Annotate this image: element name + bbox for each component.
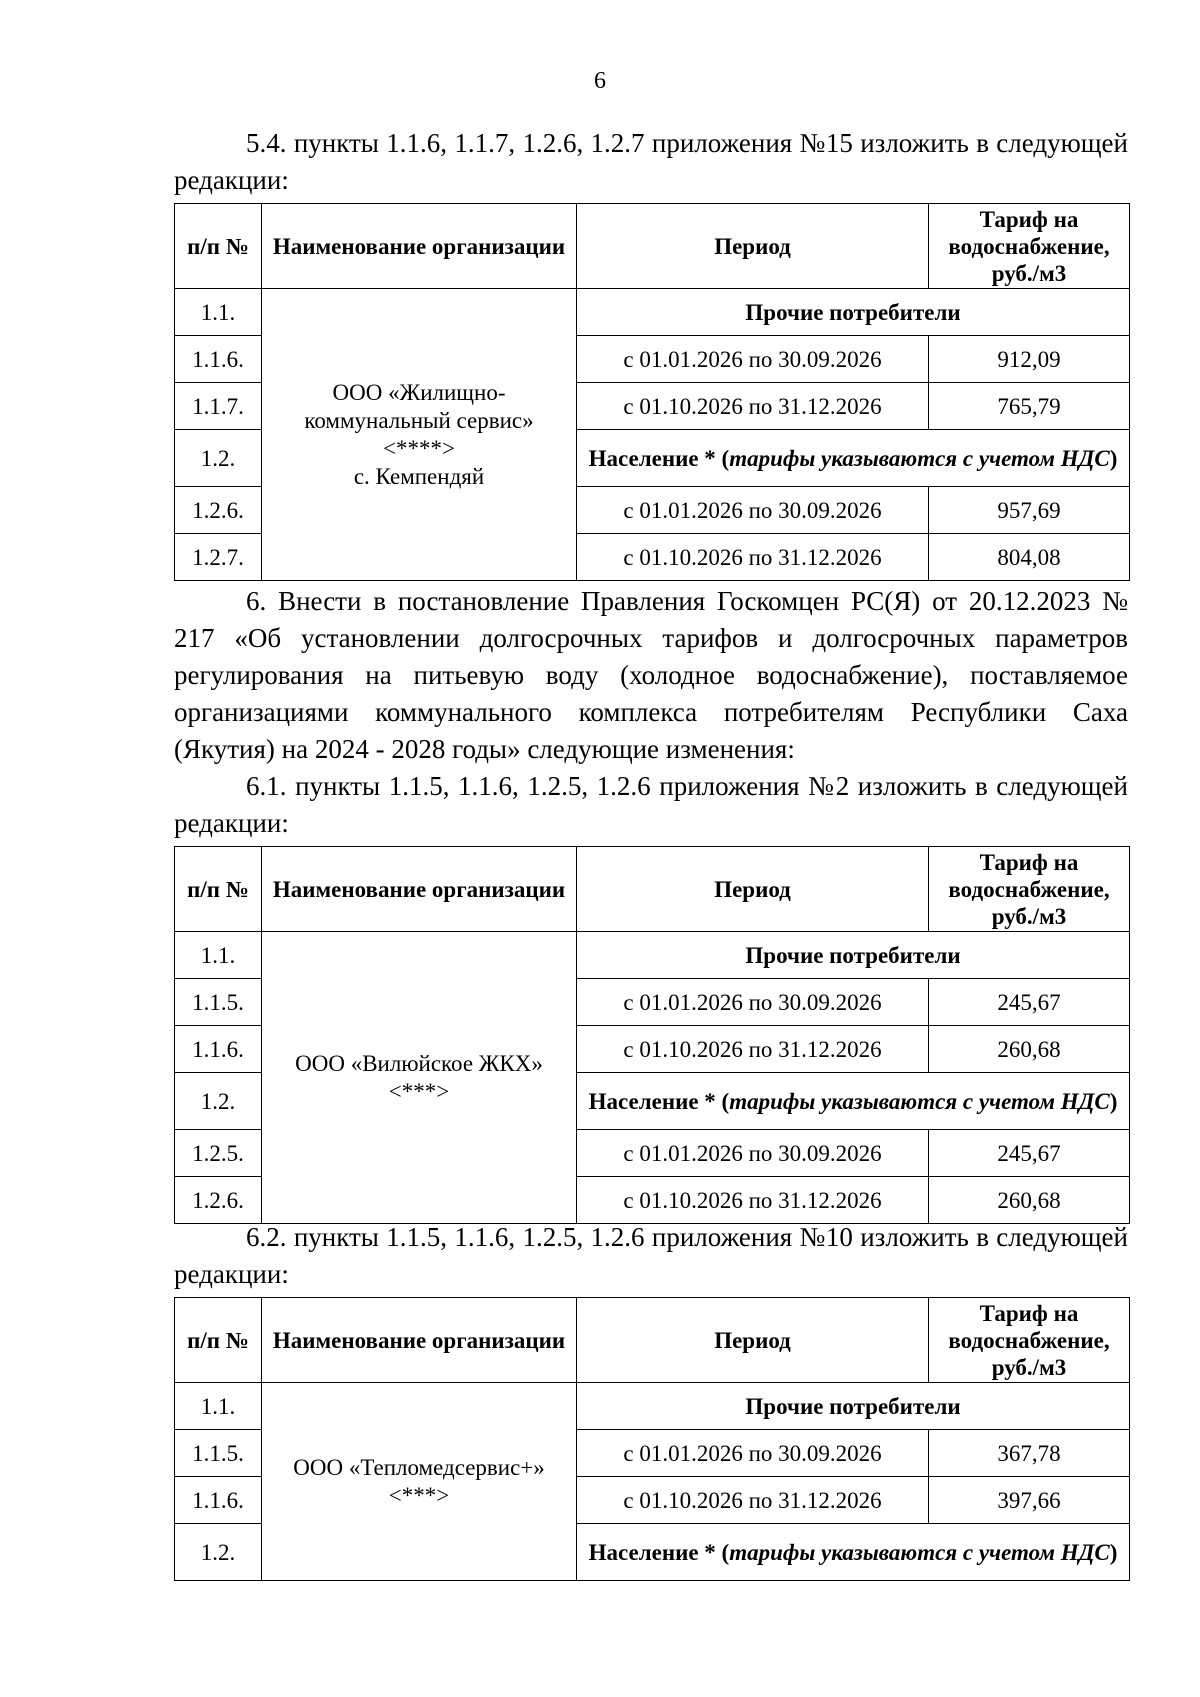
group-header: Прочие потребители [577, 289, 1130, 336]
group-header [577, 1073, 1130, 1130]
header-org: Наименование организации [262, 847, 577, 932]
header-period: Период [577, 847, 929, 932]
tariff-table-1 [174, 203, 1130, 581]
group-label-close: ) [1109, 1088, 1118, 1114]
page-number: 6 [594, 68, 606, 94]
table-row [175, 932, 1130, 979]
tariff-cell: 367,78 [929, 1430, 1130, 1477]
period-cell: с 01.01.2026 по 30.09.2026 [577, 487, 929, 534]
tariff-cell: 765,79 [929, 383, 1130, 430]
header-tariff: Тариф на водоснабжение, руб./м3 [929, 847, 1130, 932]
org-line: коммунальный сервис» [304, 407, 534, 433]
row-num: 1.1.6. [175, 1026, 262, 1073]
org-line: <****> [383, 435, 455, 461]
table-row [175, 1383, 1130, 1430]
header-period: Период [577, 204, 929, 289]
header-org: Наименование организации [262, 1298, 577, 1383]
period-cell: с 01.10.2026 по 31.12.2026 [577, 1026, 929, 1073]
header-org: Наименование организации [262, 204, 577, 289]
group-header: Прочие потребители [577, 1383, 1130, 1430]
group-header: Прочие потребители [577, 932, 1130, 979]
header-tariff: Тариф на водоснабжение, руб./м3 [929, 204, 1130, 289]
tariff-cell: 260,68 [929, 1177, 1130, 1224]
group-label-close: ) [1109, 1539, 1118, 1565]
row-num: 1.2.7. [175, 534, 262, 581]
period-cell: с 01.10.2026 по 31.12.2026 [577, 1177, 929, 1224]
org-line: с. Кемпендяй [353, 463, 485, 489]
table-header-row [175, 847, 1130, 932]
table-row [175, 289, 1130, 336]
row-num: 1.2.6. [175, 487, 262, 534]
tariff-cell: 804,08 [929, 534, 1130, 581]
organization-name [262, 1383, 577, 1581]
section-6-2-text: 6.2. пункты 1.1.5, 1.1.6, 1.2.5, 1.2.6 приложения №10 изложить в следующей редакции: [174, 1222, 1128, 1289]
period-cell: с 01.01.2026 по 30.09.2026 [577, 336, 929, 383]
row-num: 1.1.7. [175, 383, 262, 430]
section-6-text: 6. Внести в постановление Правления Госкомцен РС(Я) от 20.12.2023 № 217 «Об установлении долгосрочных тарифов и долгосрочных параметров регулирования на питьевую воду (холодное водоснабжение), поставляемое организациями коммунального комплекса потребителям Республики Саха (Якутия) на 2024 - 2028 годы» следующие изменения: [174, 586, 1128, 764]
row-num: 1.2. [175, 1524, 262, 1581]
group-label: Население * ( [588, 1539, 730, 1565]
tariff-table-2 [174, 846, 1130, 1224]
row-num: 1.1. [175, 289, 262, 336]
period-cell: с 01.10.2026 по 31.12.2026 [577, 534, 929, 581]
organization-name [262, 289, 577, 581]
group-header [577, 430, 1130, 487]
row-num: 1.1.5. [175, 1430, 262, 1477]
org-line: ООО «Жилищно- [332, 379, 506, 405]
header-tariff: Тариф на водоснабжение, руб./м3 [929, 1298, 1130, 1383]
period-cell: с 01.01.2026 по 30.09.2026 [577, 1130, 929, 1177]
org-line: <***> [388, 1482, 450, 1508]
group-label-close: ) [1109, 445, 1118, 471]
organization-name [262, 932, 577, 1224]
row-num: 1.2. [175, 430, 262, 487]
org-line: ООО «Вилюйское ЖКХ» [295, 1050, 543, 1076]
tariff-cell: 245,67 [929, 979, 1130, 1026]
table-header-row [175, 1298, 1130, 1383]
row-num: 1.2.6. [175, 1177, 262, 1224]
tariff-table-3 [174, 1297, 1130, 1581]
period-cell: с 01.01.2026 по 30.09.2026 [577, 1430, 929, 1477]
group-header [577, 1524, 1130, 1581]
tariff-cell: 397,66 [929, 1477, 1130, 1524]
row-num: 1.1. [175, 932, 262, 979]
header-num: п/п № [175, 847, 262, 932]
group-label: Население * ( [588, 445, 730, 471]
tariff-cell: 957,69 [929, 487, 1130, 534]
section-5-4-text: 5.4. пункты 1.1.6, 1.1.7, 1.2.6, 1.2.7 приложения №15 изложить в следующей редакции: [174, 128, 1128, 195]
tariff-cell: 912,09 [929, 336, 1130, 383]
period-cell: с 01.10.2026 по 31.12.2026 [577, 383, 929, 430]
table-header-row [175, 204, 1130, 289]
org-line: <***> [388, 1078, 450, 1104]
row-num: 1.1. [175, 1383, 262, 1430]
row-num: 1.1.5. [175, 979, 262, 1026]
group-note: тарифы указываются с учетом НДС [729, 1088, 1110, 1114]
row-num: 1.2.5. [175, 1130, 262, 1177]
header-num: п/п № [175, 1298, 262, 1383]
group-label: Население * ( [588, 1088, 730, 1114]
org-line: ООО «Тепломедсервис+» [293, 1454, 545, 1480]
row-num: 1.1.6. [175, 1477, 262, 1524]
row-num: 1.1.6. [175, 336, 262, 383]
section-6-1-text: 6.1. пункты 1.1.5, 1.1.6, 1.2.5, 1.2.6 приложения №2 изложить в следующей редакции: [174, 771, 1128, 838]
group-note: тарифы указываются с учетом НДС [729, 445, 1110, 471]
group-note: тарифы указываются с учетом НДС [729, 1539, 1110, 1565]
header-num: п/п № [175, 204, 262, 289]
row-num: 1.2. [175, 1073, 262, 1130]
period-cell: с 01.10.2026 по 31.12.2026 [577, 1477, 929, 1524]
period-cell: с 01.01.2026 по 30.09.2026 [577, 979, 929, 1026]
header-period: Период [577, 1298, 929, 1383]
tariff-cell: 260,68 [929, 1026, 1130, 1073]
tariff-cell: 245,67 [929, 1130, 1130, 1177]
